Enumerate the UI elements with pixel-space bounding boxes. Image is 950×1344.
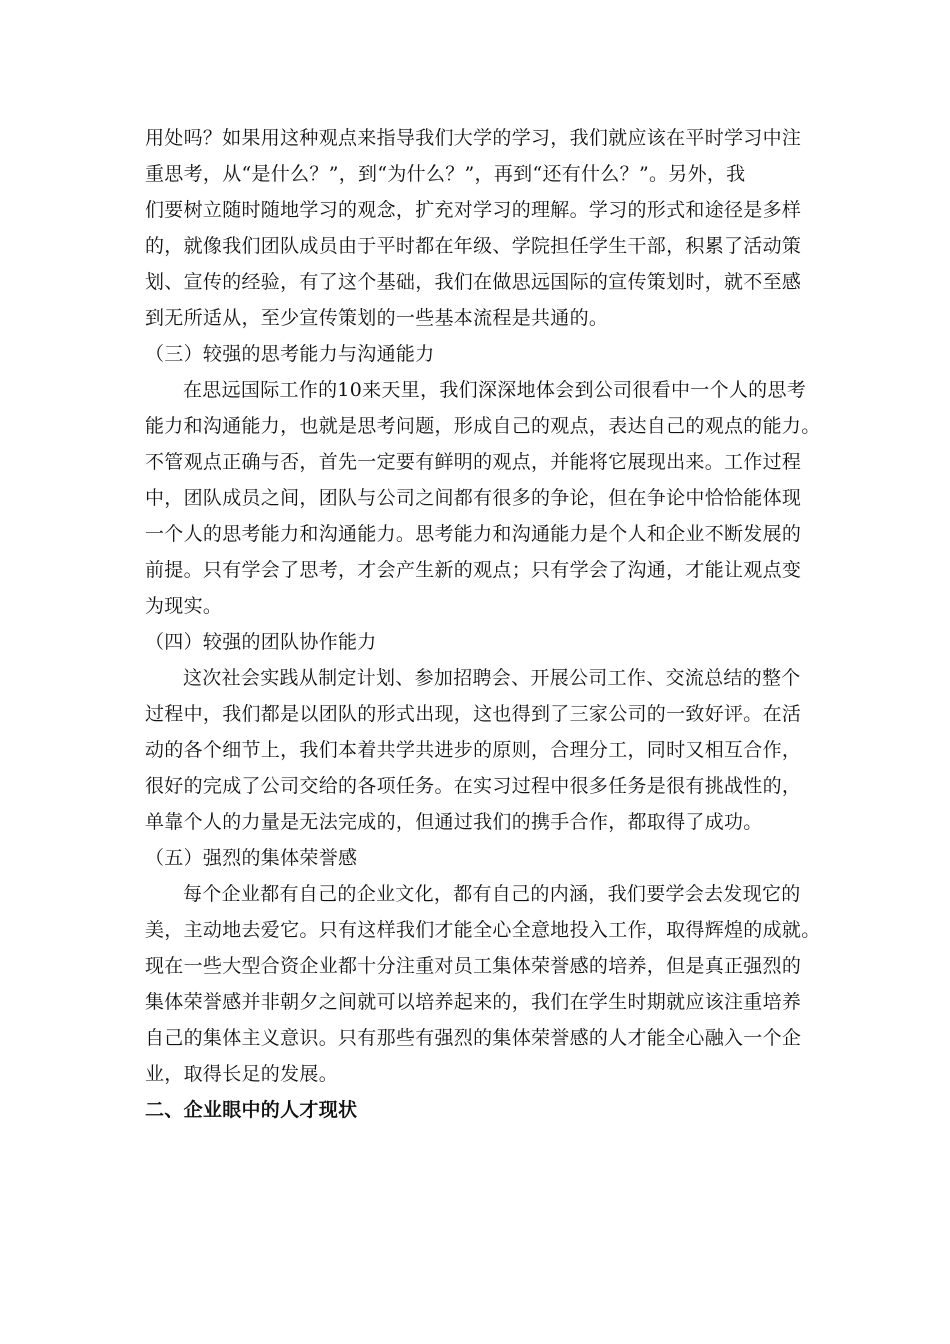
paragraph-line: 用处吗？如果用这种观点来指导我们大学的学习，我们就应该在平时学习中注 xyxy=(145,127,802,149)
paragraph-line: 一个人的思考能力和沟通能力。思考能力和沟通能力是个人和企业不断发展的 xyxy=(145,523,802,545)
paragraph-line: 美，主动地去爱它。只有这样我们才能全心全意地投入工作，取得辉煌的成就。 xyxy=(145,919,821,941)
paragraph-line: 在思远国际工作的10来天里，我们深深地体会到公司很看中一个人的思考 xyxy=(183,379,807,401)
paragraph-line: 单靠个人的力量是无法完成的，但通过我们的携手合作，都取得了成功。 xyxy=(145,811,763,833)
paragraph-line: 的，就像我们团队成员由于平时都在年级、学院担任学生干部，积累了活动策 xyxy=(145,235,802,257)
paragraph-line: 业，取得长足的发展。 xyxy=(145,1063,339,1085)
paragraph-line: 不管观点正确与否，首先一定要有鲜明的观点，并能将它展现出来。工作过程 xyxy=(145,451,802,473)
paragraph-line: 过程中，我们都是以团队的形式出现，这也得到了三家公司的一致好评。在活 xyxy=(145,703,802,725)
paragraph-line: 很好的完成了公司交给的各项任务。在实习过程中很多任务是很有挑战性的， xyxy=(145,775,802,797)
paragraph-line: 动的各个细节上，我们本着共学共进步的原则，合理分工，同时又相互合作， xyxy=(145,739,802,761)
paragraph-line: 重思考，从“是什么？”，到“为什么？”，再到“还有什么？”。另外，我 xyxy=(145,163,746,185)
paragraph-line: 到无所适从，至少宣传策划的一些基本流程是共通的。 xyxy=(145,307,609,329)
paragraph-line: 为现实。 xyxy=(145,595,223,617)
paragraph-line: 每个企业都有自己的企业文化，都有自己的内涵，我们要学会去发现它的 xyxy=(183,883,801,905)
paragraph-line: 能力和沟通能力，也就是思考问题，形成自己的观点，表达自己的观点的能力。 xyxy=(145,415,821,437)
section-heading-5: （五）强烈的集体荣誉感 xyxy=(145,847,358,869)
paragraph-line: 划、宣传的经验，有了这个基础，我们在做思远国际的宣传策划时，就不至感 xyxy=(145,271,802,293)
paragraph-line: 前提。只有学会了思考，才会产生新的观点；只有学会了沟通，才能让观点变 xyxy=(145,559,802,581)
paragraph-line: 现在一些大型合资企业都十分注重对员工集体荣誉感的培养，但是真正强烈的 xyxy=(145,955,802,977)
paragraph-line: 集体荣誉感并非朝夕之间就可以培养起来的，我们在学生时期就应该注重培养 xyxy=(145,991,802,1013)
section-heading-3: （三）较强的思考能力与沟通能力 xyxy=(145,343,435,365)
paragraph-line: 这次社会实践从制定计划、参加招聘会、开展公司工作、交流总结的整个 xyxy=(183,667,801,689)
paragraph-line: 中，团队成员之间，团队与公司之间都有很多的争论，但在争论中恰恰能体现 xyxy=(145,487,802,509)
paragraph-line: 们要树立随时随地学习的观念，扩充对学习的理解。学习的形式和途径是多样 xyxy=(145,199,802,221)
paragraph-line: 自己的集体主义意识。只有那些有强烈的集体荣誉感的人才能全心融入一个企 xyxy=(145,1027,802,1049)
section-heading-4: （四）较强的团队协作能力 xyxy=(145,631,377,653)
section-heading-2: 二、企业眼中的人才现状 xyxy=(145,1099,358,1121)
